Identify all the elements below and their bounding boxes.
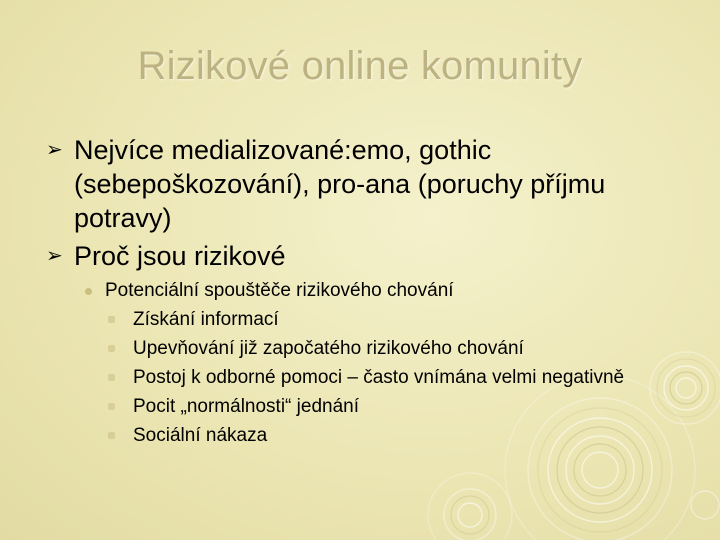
bullet-item bbox=[46, 133, 666, 235]
bullet-list bbox=[46, 133, 666, 448]
sub-sub-bullet-item bbox=[107, 424, 653, 448]
square-bullet-icon bbox=[108, 374, 115, 381]
sub-sub-bullet-item bbox=[107, 395, 653, 419]
sub-sub-bullet-item bbox=[107, 308, 653, 332]
arrow-bullet-icon: ➢ bbox=[46, 245, 63, 267]
dot-bullet-icon bbox=[85, 288, 92, 295]
square-bullet-icon bbox=[108, 316, 115, 323]
sub-sub-bullet-text: Pocit „normálnosti“ jednání bbox=[133, 396, 359, 417]
square-bullet-icon bbox=[108, 345, 115, 352]
sub-sub-bullet-text: Postoj k odborné pomoci – často vnímána velmi negativně bbox=[133, 367, 625, 388]
sub-bullet-text: Potenciální spouštěče rizikového chování bbox=[105, 280, 454, 301]
sub-sub-bullet-item bbox=[107, 337, 653, 361]
arrow-bullet-icon: ➢ bbox=[46, 139, 63, 161]
bullet-text: Nejvíce medializované:emo, gothic (sebepoškozování), pro-ana (poruchy příjmu potravy) bbox=[74, 135, 606, 233]
bullet-item bbox=[46, 239, 666, 273]
slide-title: Rizikové online komunity bbox=[137, 44, 583, 88]
sub-sub-bullet-item bbox=[107, 366, 653, 390]
square-bullet-icon bbox=[108, 403, 115, 410]
square-bullet-icon bbox=[108, 432, 115, 439]
bullet-text: Proč jsou rizikové bbox=[74, 241, 286, 271]
sub-sub-bullet-text: Sociální nákaza bbox=[133, 425, 268, 446]
sub-bullet-item bbox=[83, 279, 666, 303]
sub-sub-bullet-text: Upevňování již započatého rizikového chování bbox=[133, 338, 524, 359]
sub-sub-bullet-text: Získání informací bbox=[133, 309, 279, 330]
